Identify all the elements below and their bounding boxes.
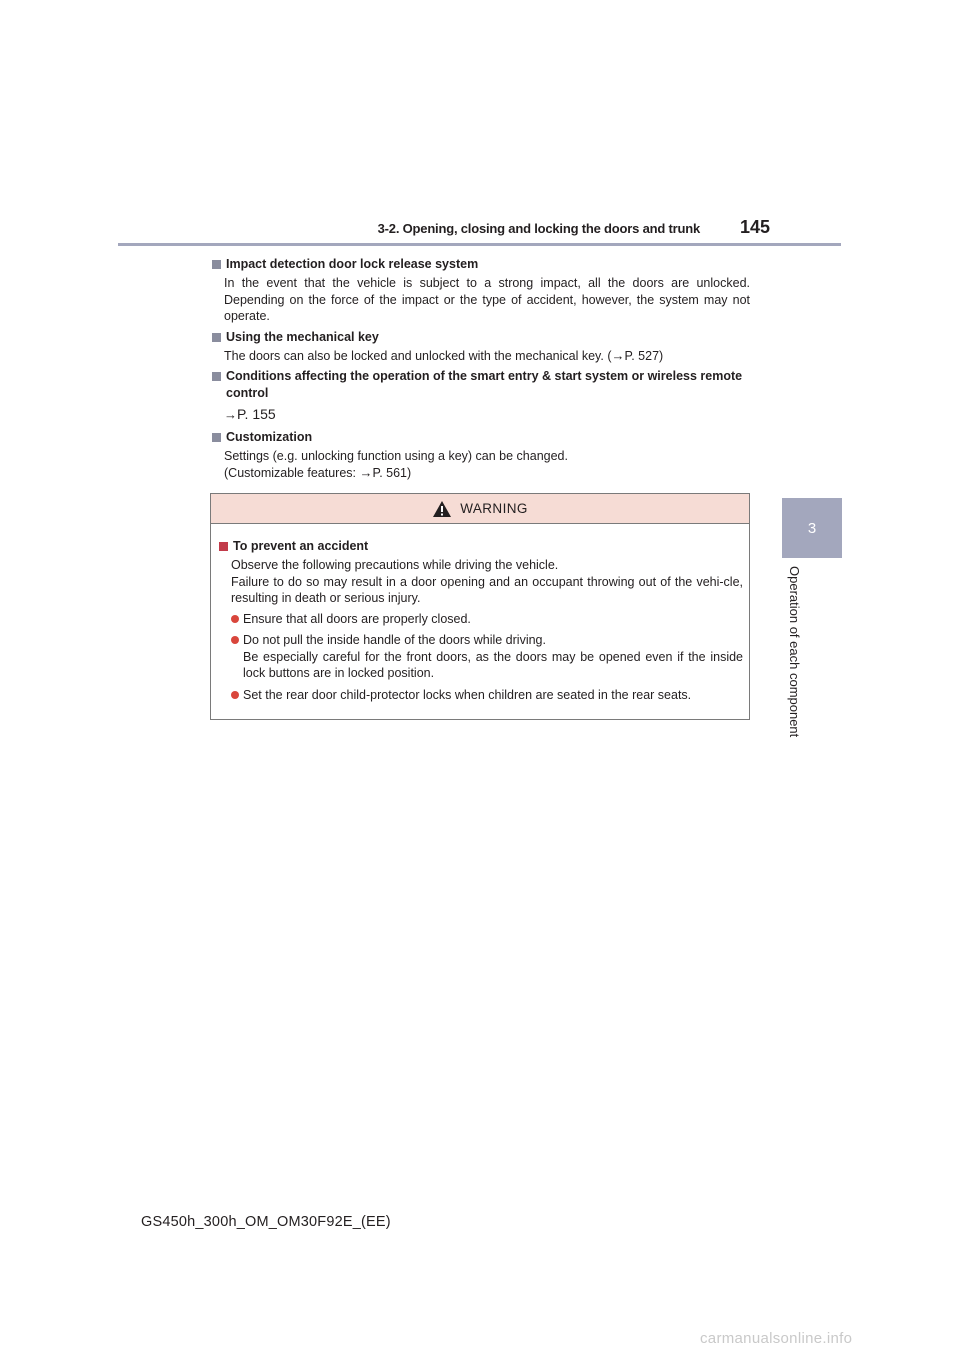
square-bullet-icon (212, 333, 221, 342)
warning-header (211, 494, 749, 524)
section-smart-entry-conditions (210, 368, 750, 425)
subheading-text: To prevent an accident (233, 539, 369, 553)
heading-text: Conditions affecting the operation of the smart entry & start system or wireless remote control (226, 369, 743, 400)
intro-text: Observe the following precautions while driving the vehicle. (231, 558, 559, 572)
section-mechanical-key (210, 329, 750, 365)
section-title: 3-2. Opening, closing and locking the doors and trunk (377, 221, 700, 236)
warning-triangle-icon (432, 500, 452, 518)
chapter-label: Operation of each component (787, 566, 802, 738)
warning-bullet (219, 632, 743, 682)
arrow-right-icon: → (611, 347, 625, 363)
section-body: In the event that the vehicle is subject to a strong impact, all the doors are unlocked. Depending on the force of the impact or the type of accident, however, the system may not operate. (224, 276, 750, 323)
section-heading (210, 368, 750, 402)
heading-text: Customization (226, 430, 313, 444)
section-body (210, 348, 750, 365)
round-bullet-icon (231, 691, 239, 699)
arrow-right-icon: → (224, 407, 237, 422)
bullet-text: Set the rear door child-protector locks when children are seated in the rear seats. (243, 687, 692, 702)
watermark: carmanualsonline.info (700, 1330, 853, 1347)
body-text: ) (659, 348, 664, 363)
intro-text: Failure to do so may result in a door opening and an occupant throwing out of the vehi-cle, resulting in death or serious injury. (231, 574, 743, 605)
warning-subheading (219, 538, 743, 555)
section-customization (210, 429, 750, 481)
page-reference-link[interactable]: P. 561 (372, 465, 408, 480)
page-reference-link[interactable]: P. 155 (237, 406, 276, 422)
warning-box (210, 493, 750, 720)
section-heading (210, 329, 750, 346)
square-bullet-icon (219, 542, 228, 551)
body-text: The doors can also be locked and unlocked with the mechanical key. ( (224, 348, 612, 363)
arrow-right-icon: → (359, 464, 373, 480)
chapter-tab (782, 498, 842, 558)
section-heading (210, 256, 750, 273)
page-reference-link[interactable]: P. 527 (624, 348, 660, 363)
header-divider (118, 243, 841, 246)
body-text: ) (407, 465, 412, 480)
section-body (210, 404, 750, 425)
square-bullet-icon (212, 433, 221, 442)
chapter-number: 3 (807, 519, 817, 537)
body-text: (Customizable features: (224, 465, 360, 480)
warning-bullet (219, 687, 743, 704)
bullet-text (243, 632, 743, 682)
heading-text: Using the mechanical key (226, 329, 379, 344)
warning-content (211, 524, 749, 703)
warning-label: WARNING (460, 501, 528, 516)
warning-bullet (219, 611, 743, 628)
section-impact-detection (210, 256, 750, 325)
bullet-text: Ensure that all doors are properly closed. (243, 611, 471, 626)
main-content (210, 256, 750, 485)
page-number: 145 (740, 217, 771, 237)
square-bullet-icon (212, 260, 221, 269)
round-bullet-icon (231, 615, 239, 623)
warning-intro (219, 557, 743, 607)
manual-code: GS450h_300h_OM_OM30F92E_(EE) (141, 1214, 391, 1230)
square-bullet-icon (212, 372, 221, 381)
bullet-line: Do not pull the inside handle of the doors while driving. (243, 633, 546, 647)
body-text: Settings (e.g. unlocking function using a key) can be changed. (224, 449, 568, 463)
section-heading (210, 429, 750, 446)
body-text-line (224, 465, 750, 482)
section-body (210, 448, 750, 481)
round-bullet-icon (231, 636, 239, 644)
heading-text: Impact detection door lock release system (226, 257, 479, 271)
bullet-line: Be especially careful for the front doors, as the doors may be opened even if the inside lock buttons are in locked position. (243, 649, 743, 680)
